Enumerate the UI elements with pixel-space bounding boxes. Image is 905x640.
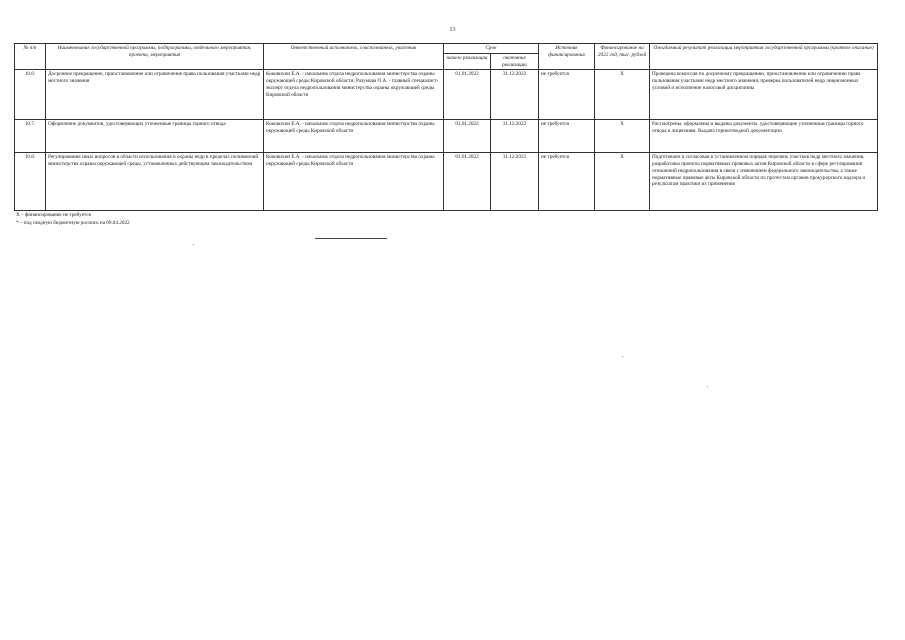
row-num: 10.7. — [15, 120, 46, 153]
row-end: 31.12.2022 — [491, 153, 539, 211]
row-name: Досрочное прекращение, приостановление или ограничение права пользования участками недр местного значения — [46, 70, 264, 120]
end-divider — [315, 238, 387, 239]
row-name: Оформление документов, удостоверяющих уточненные границы горного отвода — [46, 120, 264, 153]
header-row — [15, 44, 878, 54]
table-row — [15, 153, 878, 211]
row-name: Регулирование иных вопросов в области использования и охраны недр в пределах полномочий министерства охраны окружающей среды, установленных действующим законодательством — [46, 153, 264, 211]
table-row — [15, 70, 878, 120]
header-financing: Финансирование на 2022 год, тыс. рублей — [595, 44, 650, 70]
row-num: 10.8. — [15, 153, 46, 211]
row-financing: Х — [595, 70, 650, 120]
row-source: не требуется — [539, 120, 595, 153]
row-source: не требуется — [539, 153, 595, 211]
scan-speck — [707, 386, 708, 387]
footnote-no-financing: Х – финансирование не требуется — [16, 212, 91, 218]
header-num: № п/п — [15, 44, 46, 70]
header-name: Наименование государственной программы, подпрограммы, отдельного мероприятия, проекта, мероприятия — [46, 44, 264, 70]
row-result: Рассмотрены, оформлены и выданы документы, удостоверяющие уточненные границы горного отвода к лицензиям. Выдача горноотводной документации — [650, 120, 878, 153]
row-end: 31.12.2022 — [491, 70, 539, 120]
header-term-end: окончание реализации — [491, 53, 539, 70]
scan-speck — [193, 244, 194, 245]
header-result: Ожидаемый результат реализации мероприятия государственной программы (краткое описание) — [650, 44, 878, 70]
footnotes — [16, 212, 130, 227]
row-result: Проведена комиссия по досрочному прекращению, приостановлению или ограничению права пользования участками недр местного значения, проверка пользователей недр лицензионных условий и исполнение налоговой дисциплины — [650, 70, 878, 120]
header-source: Источник финансирования — [539, 44, 595, 70]
row-start: 01.01.2022 — [444, 70, 491, 120]
row-financing: Х — [595, 120, 650, 153]
row-responsible: Коковихин Е.А. - начальник отдела недропользования министерства охраны окружающей среды Кировской области — [264, 153, 444, 211]
table-row — [15, 120, 878, 153]
row-result: Подготовлен и согласован в установленном порядке перечень участков недр местного значения, разработаны проекты нормативных правовых актов Кировской области в сфере регулирования отношений недропользования в связи с изменением федерального законодательства, а также нормативные правовые акты Кировской области по протестам органов прокурорского надзора и результатам практики их применения — [650, 153, 878, 211]
row-start: 01.01.2022 — [444, 153, 491, 211]
row-responsible: Коковихин Е.А. - начальник отдела недропользования министерства охраны окружающей среды Кировской области — [264, 120, 444, 153]
row-num: 10.6. — [15, 70, 46, 120]
program-activities-table — [14, 43, 878, 211]
page-number: 13 — [449, 27, 456, 33]
scan-speck — [622, 356, 623, 357]
row-financing: Х — [595, 153, 650, 211]
row-source: не требуется — [539, 70, 595, 120]
header-term-start: начало реализации — [444, 53, 491, 70]
footnote-budget: * – под сводную бюджетную роспись на 09.04.2022 — [16, 219, 130, 226]
header-term: Срок — [444, 44, 539, 54]
row-responsible: Коковихин Е.А. - начальник отдела недропользования министерства охраны окружающей среды Кировской области; Разумова О.А. - главный специалист-эксперт отдела недропользования министерства охраны окружающей среды Кировской области — [264, 70, 444, 120]
row-end: 31.12.2022 — [491, 120, 539, 153]
header-responsible: Ответственный исполнитель, соисполнитель, участник — [264, 44, 444, 70]
row-start: 01.01.2022 — [444, 120, 491, 153]
